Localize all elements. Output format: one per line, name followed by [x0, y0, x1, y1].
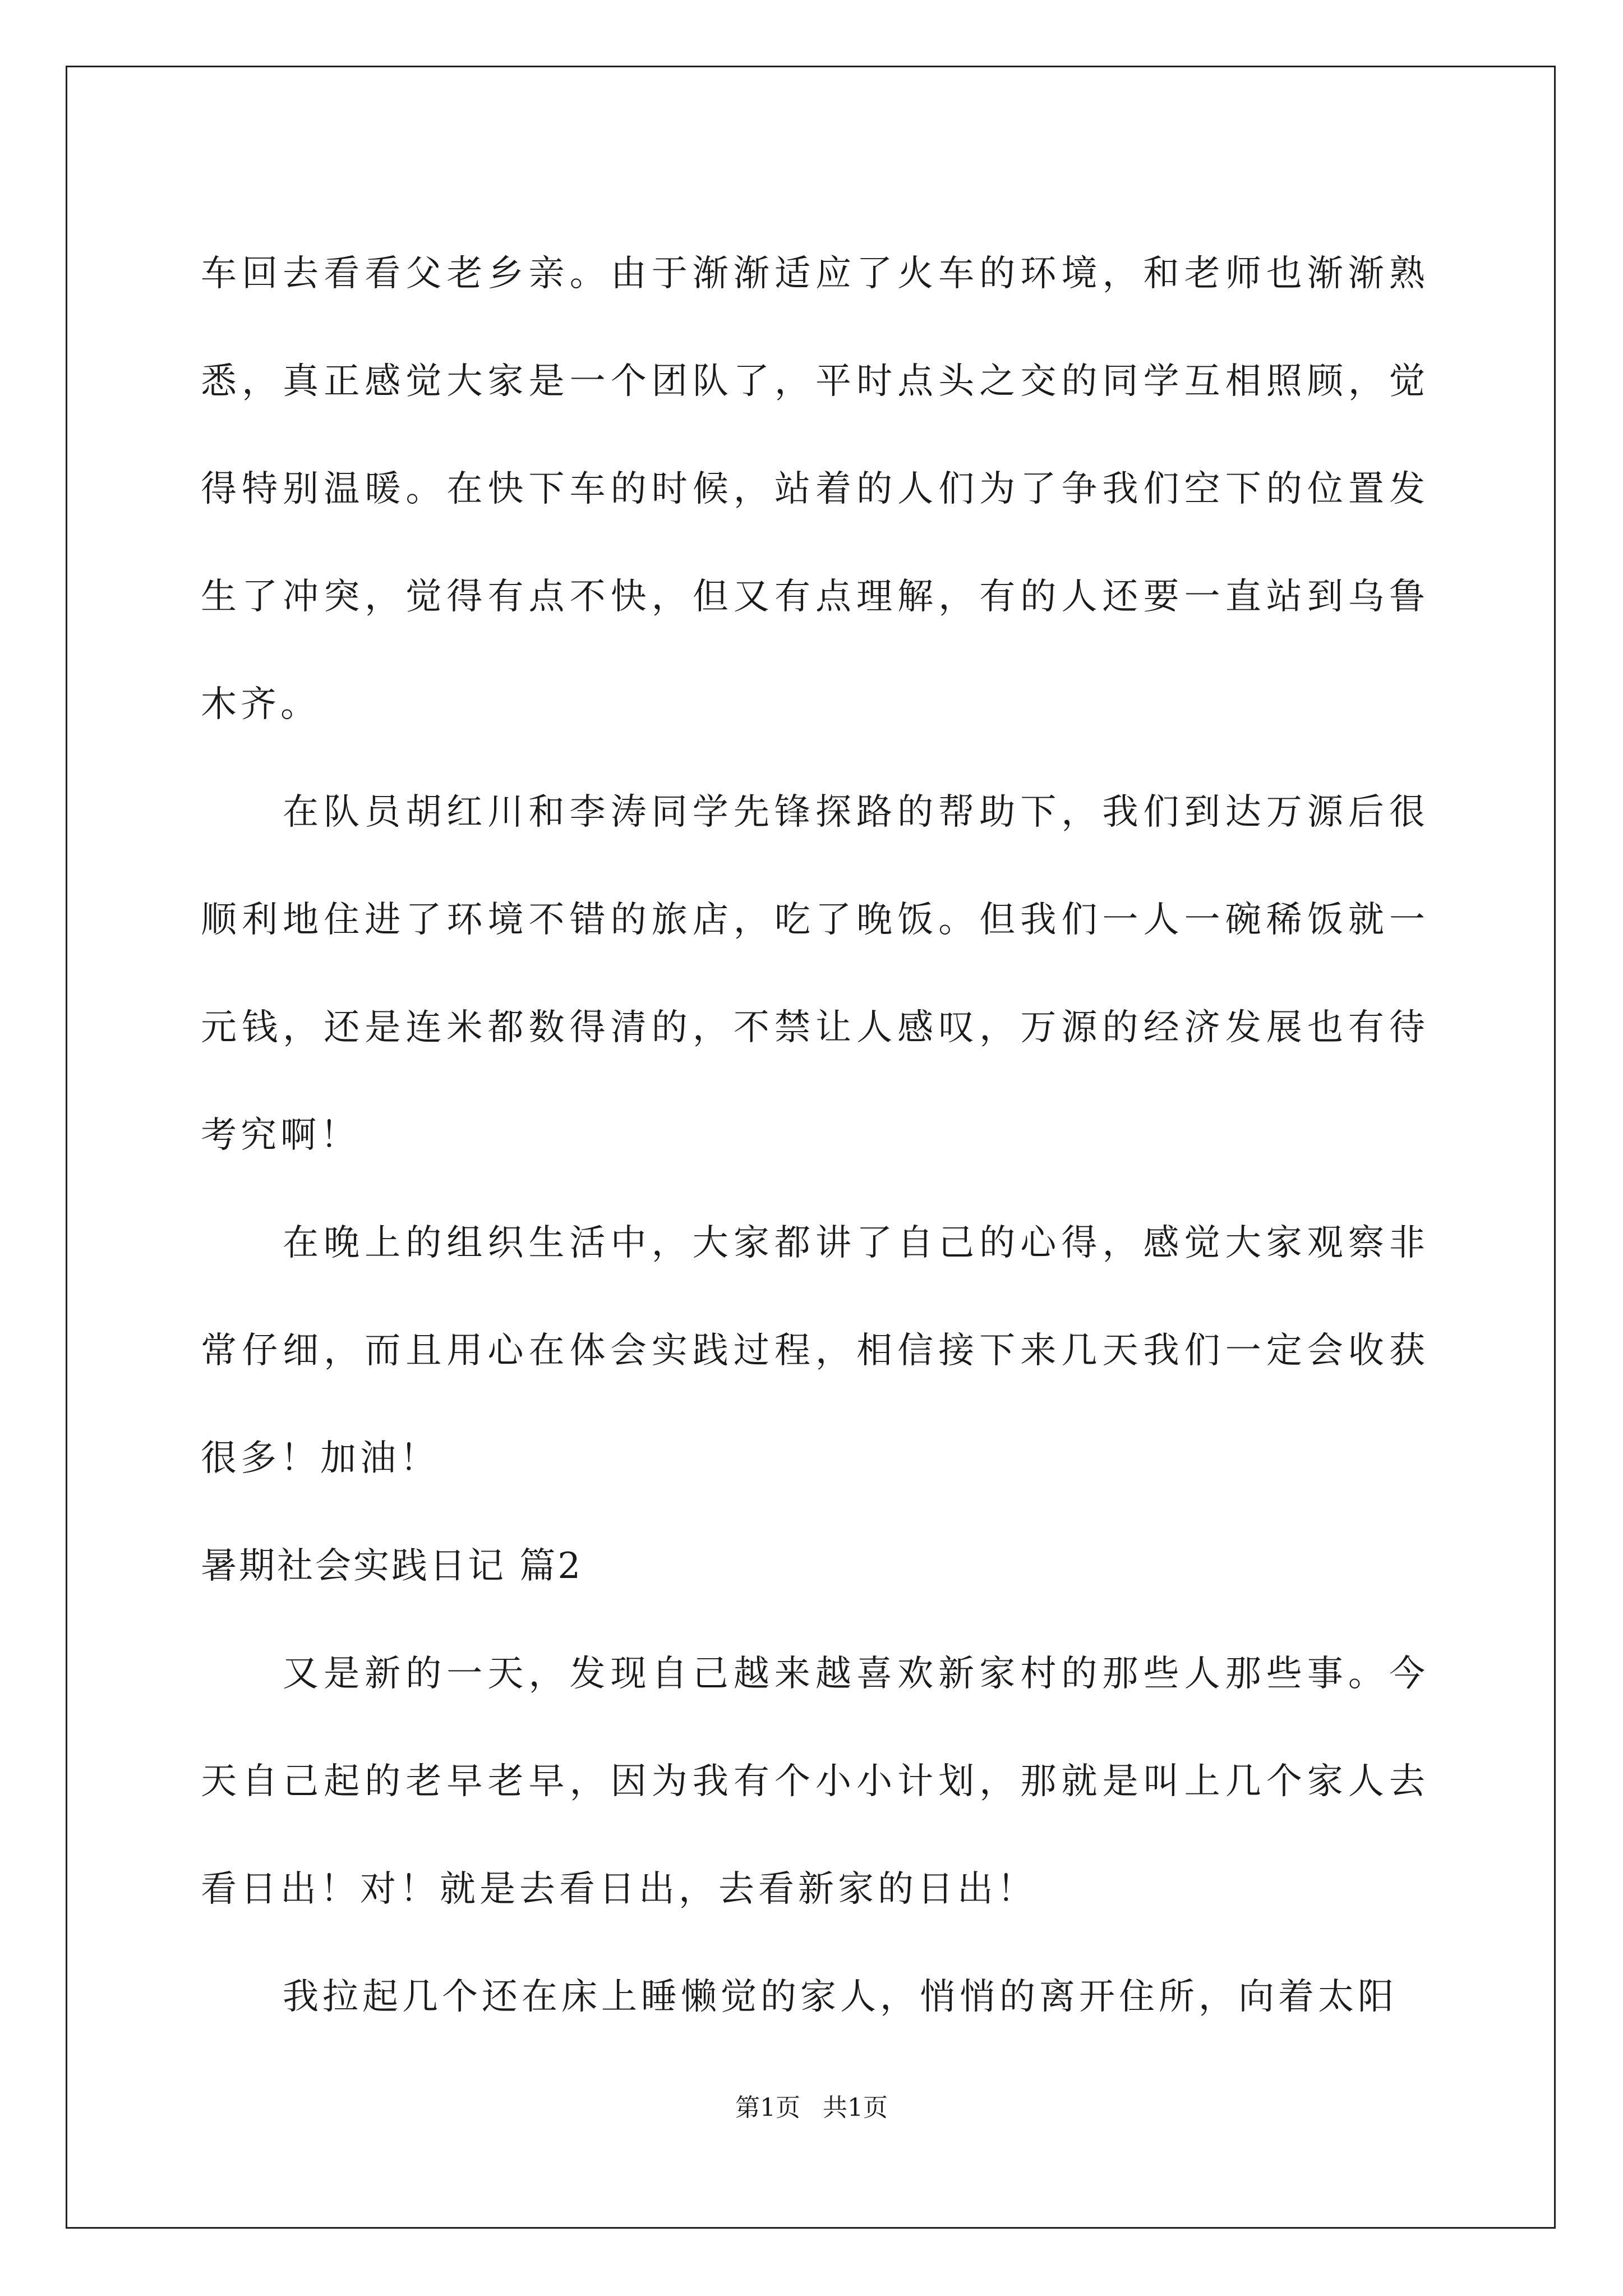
page-footer: [0, 2091, 1623, 2125]
page-number-total: 共1页: [823, 2093, 888, 2122]
section-heading: 暑期社会实践日记 篇2: [201, 1545, 583, 1587]
paragraph-1: 车回去看看父老乡亲。由于渐渐适应了火车的环境，和老师也渐渐熟悉，真正感觉大家是一个团队了，平时点头之交的同学互相照顾，觉得特别温暖。在快下车的时候，站着的人们为了争我们空下的位置发生了冲突，觉得有点不快，但又有点理解，有的人还要一直站到乌鲁木齐。: [201, 253, 1429, 725]
paragraph-5: 我拉起几个还在床上睡懒觉的家人，悄悄的离开住所，向着太阳: [283, 1976, 1398, 2018]
paragraph-3: 在晚上的组织生活中，大家都讲了自己的心得，感觉大家观察非常仔细，而且用心在体会实践过程，相信接下来几天我们一定会收获很多！加油！: [201, 1222, 1429, 1479]
page-number-current: 第1页: [735, 2093, 800, 2122]
document-body: [201, 220, 1429, 2051]
paragraph-2: 在队员胡红川和李涛同学先锋探路的帮助下，我们到达万源后很顺利地住进了环境不错的旅店，吃了晚饭。但我们一人一碗稀饭就一元钱，还是连米都数得清的，不禁让人感叹，万源的经济发展也有待考究啊！: [201, 792, 1429, 1156]
paragraph-4: 又是新的一天，发现自己越来越喜欢新家村的那些人那些事。今天自己起的老早老早，因为我有个小小计划，那就是叫上几个家人去看日出！对！就是去看日出，去看新家的日出！: [201, 1653, 1429, 1910]
